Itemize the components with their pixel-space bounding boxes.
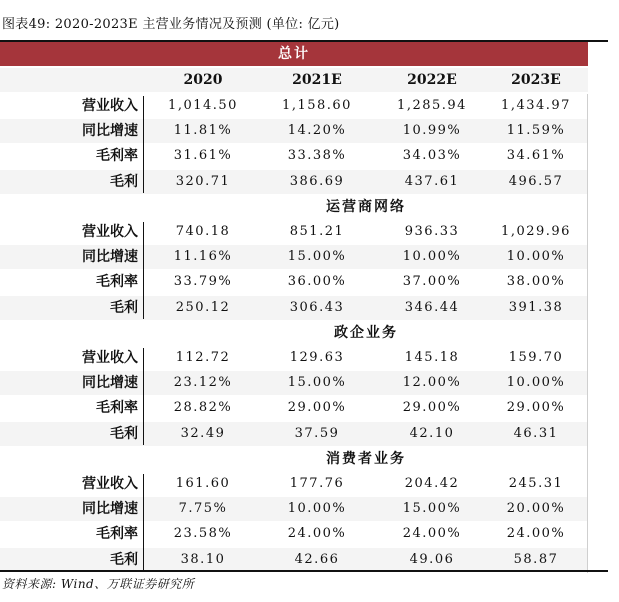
table-cell: 1,014.50: [168, 98, 238, 113]
table-cell: 15.00%: [287, 375, 347, 391]
table-row: [0, 522, 588, 546]
table-cell: 306.43: [289, 299, 345, 315]
table-cell: 1,158.60: [282, 98, 352, 113]
table-cell: 31.61%: [173, 148, 233, 164]
row-label: 同比增速: [82, 123, 138, 140]
table-cell: 129.63: [289, 350, 345, 365]
row-label: 毛利: [110, 425, 138, 442]
table-cell: 386.69: [289, 173, 345, 189]
table-cell: 12.00%: [402, 375, 462, 391]
table-cell: 11.16%: [173, 249, 233, 265]
table-cell: 10.00%: [287, 501, 347, 517]
section-title: 运营商网络: [326, 198, 406, 215]
table-cell: 391.38: [508, 299, 564, 315]
table-cell: 23.58%: [173, 526, 233, 542]
table-cell: 145.18: [404, 350, 460, 365]
table-cell: 250.12: [175, 299, 231, 315]
table-row: [0, 270, 588, 294]
table-cell: 29.00%: [287, 400, 347, 416]
table-cell: 112.72: [175, 350, 231, 365]
table-cell: 37.59: [294, 425, 340, 441]
row-label: 毛利: [110, 173, 138, 190]
table-cell: 496.57: [508, 173, 564, 189]
row-label: 毛利率: [96, 400, 138, 417]
table-cell: 204.42: [404, 476, 460, 491]
table-cell: 936.33: [404, 224, 460, 239]
table-cell: 10.00%: [402, 249, 462, 265]
table-cell: 11.59%: [506, 123, 566, 139]
row-label: 营业收入: [82, 350, 138, 366]
row-label: 毛利率: [96, 526, 138, 543]
table-cell: 42.10: [409, 425, 455, 441]
table-cell: 740.18: [175, 224, 231, 239]
table-cell: 851.21: [289, 224, 345, 239]
source-note: 资料来源: Wind、万联证券研究所: [2, 577, 195, 591]
table-cell: 42.66: [294, 551, 340, 567]
table-cell: 32.49: [180, 425, 226, 441]
table-cell: 7.75%: [178, 501, 228, 517]
table-cell: 437.61: [404, 173, 460, 189]
table-cell: 34.03%: [402, 148, 462, 164]
year-header: 2021E: [292, 72, 342, 88]
table-row: [0, 497, 588, 521]
table-row: [0, 220, 588, 244]
table-cell: 15.00%: [287, 249, 347, 265]
table-cell: 14.20%: [287, 123, 347, 139]
table-cell: 177.76: [289, 476, 345, 491]
table-cell: 37.00%: [402, 274, 462, 290]
table-cell: 33.38%: [287, 148, 347, 164]
table-cell: 1,029.96: [501, 224, 571, 239]
section-title: 政企业务: [334, 324, 398, 341]
table-cell: 24.00%: [287, 526, 347, 542]
row-label: 毛利: [110, 551, 138, 568]
column-divider: [143, 96, 144, 193]
table-cell: 58.87: [513, 551, 559, 567]
table-cell: 1,285.94: [397, 98, 467, 113]
table-row: [0, 170, 588, 194]
table-row: [0, 119, 588, 143]
table-cell: 23.12%: [173, 375, 233, 391]
right-border: [587, 447, 588, 573]
table-cell: 24.00%: [402, 526, 462, 542]
column-divider: [143, 222, 144, 319]
table-cell: 10.00%: [506, 375, 566, 391]
column-divider: [143, 348, 144, 445]
row-label: 营业收入: [82, 98, 138, 114]
total-banner: 总计: [0, 42, 588, 66]
table-cell: 1,434.97: [501, 98, 571, 113]
table-cell: 36.00%: [287, 274, 347, 290]
table-cell: 28.82%: [173, 400, 233, 416]
table-cell: 20.00%: [506, 501, 566, 517]
table-row: [0, 94, 588, 118]
table-row: [0, 472, 588, 496]
row-label: 毛利率: [96, 274, 138, 291]
table-cell: 161.60: [175, 476, 231, 491]
row-label: 毛利: [110, 299, 138, 316]
year-header: 2020: [183, 72, 223, 88]
row-label: 营业收入: [82, 224, 138, 240]
table-cell: 346.44: [404, 299, 460, 315]
right-border: [587, 321, 588, 447]
table-cell: 29.00%: [506, 400, 566, 416]
table-row: [0, 245, 588, 269]
table-cell: 33.79%: [173, 274, 233, 290]
table-cell: 38.10: [180, 551, 226, 567]
right-border: [587, 94, 588, 195]
table-cell: 38.00%: [506, 274, 566, 290]
row-label: 同比增速: [82, 501, 138, 518]
table-cell: 15.00%: [402, 501, 462, 517]
row-label: 营业收入: [82, 476, 138, 492]
table-cell: 10.00%: [506, 249, 566, 265]
year-header-row: [0, 68, 588, 92]
table-cell: 159.70: [508, 350, 564, 365]
row-label: 同比增速: [82, 375, 138, 392]
right-border: [587, 195, 588, 321]
bottom-rule: [0, 570, 608, 572]
table-cell: 46.31: [513, 425, 559, 441]
column-divider: [143, 474, 144, 571]
table-cell: 245.31: [508, 476, 564, 491]
table-cell: 24.00%: [506, 526, 566, 542]
table-cell: 10.99%: [402, 123, 462, 139]
row-label: 同比增速: [82, 249, 138, 266]
table-cell: 34.61%: [506, 148, 566, 164]
figure-title: 图表49: 2020-2023E 主营业务情况及预测 (单位: 亿元): [2, 17, 340, 32]
table-row: [0, 396, 588, 420]
table-cell: 320.71: [175, 173, 231, 189]
table-row: [0, 346, 588, 370]
year-header: 2022E: [407, 72, 457, 88]
row-label: 毛利率: [96, 148, 138, 165]
table-row: [0, 422, 588, 446]
table-row: [0, 144, 588, 168]
table-row: [0, 296, 588, 320]
table-cell: 49.06: [409, 551, 455, 567]
table-row: [0, 371, 588, 395]
year-header: 2023E: [511, 72, 561, 88]
table-cell: 29.00%: [402, 400, 462, 416]
section-title: 消费者业务: [326, 450, 406, 467]
table-cell: 11.81%: [173, 123, 233, 139]
table-row: [0, 548, 588, 572]
